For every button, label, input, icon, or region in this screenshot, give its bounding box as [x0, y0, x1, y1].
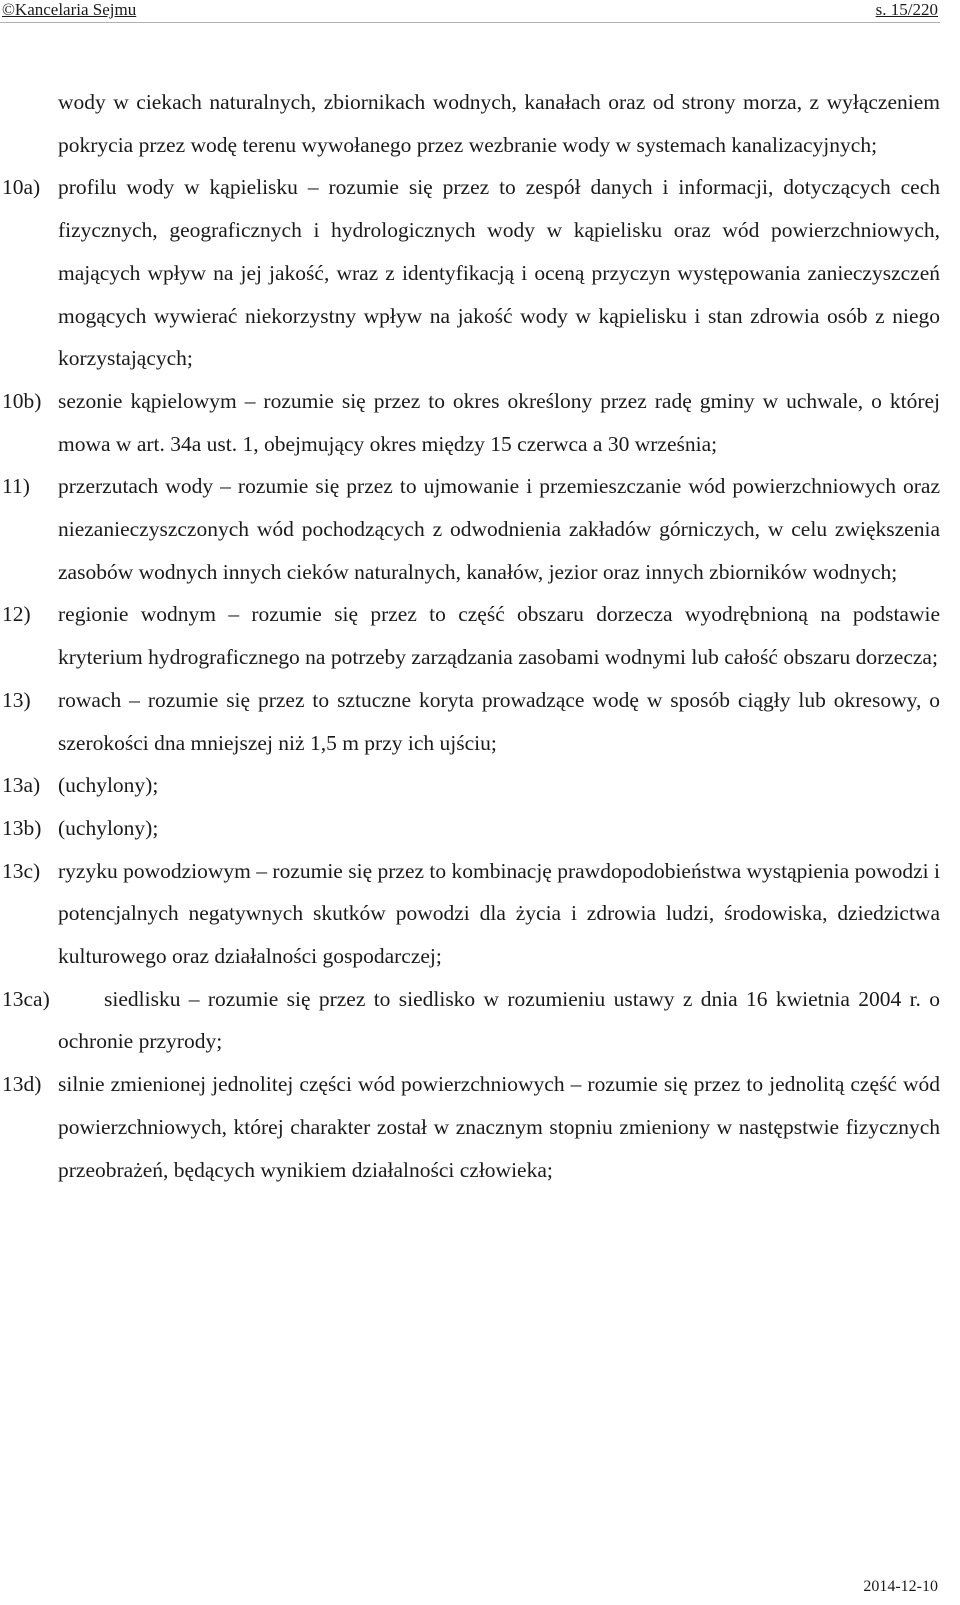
item-text: przerzutach wody – rozumie się przez to ujmowanie i przemieszczanie wód powierzchniowych oraz niezanieczyszczonych wód pochodzących z odwodnienia zakładów górniczych, w celu zwiększenia zasobów wodnych innych cieków naturalnych, kanałów, jezior oraz innych zbiorników wodnych; [58, 474, 940, 584]
item-number: 13b) [2, 815, 42, 840]
item-number: 12) [2, 602, 31, 627]
definition-item [2, 593, 940, 678]
item-number: 13d) [2, 1072, 42, 1097]
definition-item [2, 850, 940, 978]
page-header [0, 0, 940, 23]
definition-item [2, 764, 940, 807]
continuation-paragraph [58, 81, 940, 166]
item-number: 10a) [2, 175, 41, 200]
item-text: siedlisku – rozumie się przez to siedlisko w rozumieniu ustawy z dnia 16 kwietnia 2004 r. o ochronie przyrody; [58, 986, 940, 1054]
definition-item [2, 1063, 940, 1191]
item-number: 10b) [2, 388, 42, 413]
page-number: s. 15/220 [875, 0, 938, 19]
definition-item [2, 679, 940, 764]
copyright-label: ©Kancelaria Sejmu [2, 0, 137, 19]
definition-item [2, 465, 940, 593]
item-text: (uchylony); [58, 815, 159, 840]
definition-item [2, 166, 940, 380]
item-number: 13a) [2, 773, 41, 798]
item-text: sezonie kąpielowym – rozumie się przez to okres określony przez radę gminy w uchwale, o której mowa w art. 34a ust. 1, obejmujący okres między 15 czerwca a 30 września; [58, 388, 940, 456]
item-text: (uchylony); [58, 773, 159, 798]
document-body [0, 81, 940, 1191]
item-number: 13c) [2, 858, 41, 883]
document-date: 2014-12-10 [863, 1578, 938, 1595]
item-number: 13) [2, 687, 31, 712]
item-text: regionie wodnym – rozumie się przez to część obszaru dorzecza wyodrębnioną na podstawie kryterium hydrograficznego na potrzeby zarządzania zasobami wodnymi lub całość obszaru dorzecza; [58, 602, 940, 670]
definition-item [2, 380, 940, 465]
item-number: 13ca) [2, 986, 50, 1011]
item-text: ryzyku powodziowym – rozumie się przez to kombinację prawdopodobieństwa wystąpienia powodzi i potencjalnych negatywnych skutków powodzi dla życia i zdrowia ludzi, środowiska, dziedzictwa kulturowego oraz działalności gospodarczej; [58, 858, 940, 969]
definition-item [2, 807, 940, 850]
item-text: silnie zmienionej jednolitej części wód powierzchniowych – rozumie się przez to jednolitą część wód powierzchniowych, której charakter został w znacznym stopniu zmieniony w następstwie fizycznych przeobrażeń, będących wynikiem działalności człowieka; [58, 1072, 940, 1182]
item-text: rowach – rozumie się przez to sztuczne koryta prowadzące wodę w sposób ciągły lub okresowy, o szerokości dna mniejszej niż 1,5 m przy ich ujściu; [58, 687, 940, 755]
item-text: profilu wody w kąpielisku – rozumie się przez to zespół danych i informacji, dotyczących cech fizycznych, geograficznych i hydrologicznych wody w kąpielisku oraz wód powierzchniowych, mających wpływ na jej jakość, wraz z identyfikacją i oceną przyczyn występowania zanieczyszczeń mogących wywierać niekorzystny wpływ na jakość wody w kąpielisku i stan zdrowia osób z niego korzystających; [58, 175, 940, 371]
definition-item [2, 978, 940, 1063]
item-number: 11) [2, 474, 30, 499]
continuation-text: wody w ciekach naturalnych, zbiornikach wodnych, kanałach oraz od strony morza, z wyłączeniem pokrycia przez wodę terenu wywołanego przez wezbranie wody w systemach kanalizacyjnych; [58, 90, 940, 157]
